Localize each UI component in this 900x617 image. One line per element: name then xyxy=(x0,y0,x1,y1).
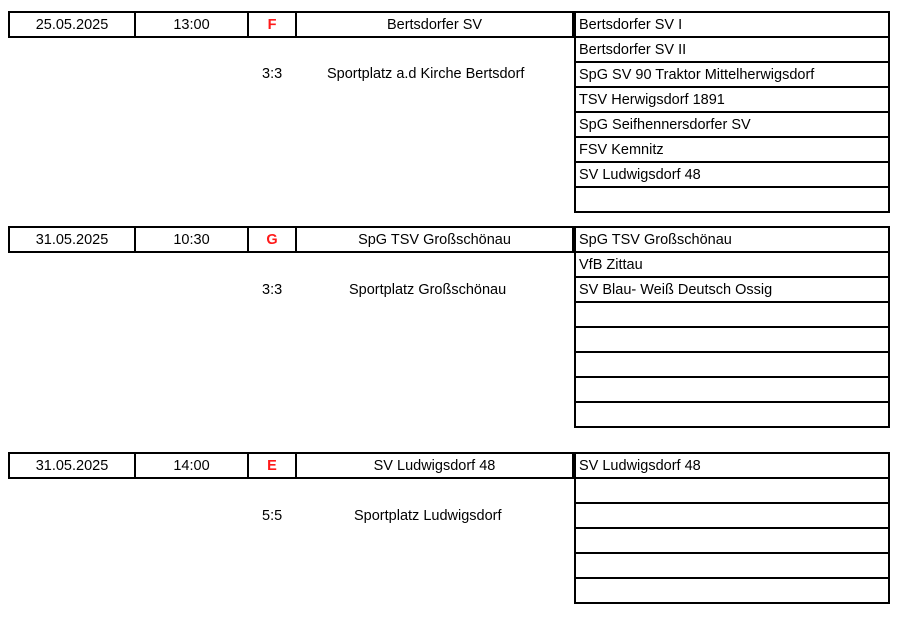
team-slot xyxy=(574,504,890,529)
team-slot: SV Ludwigsdorf 48 xyxy=(574,452,890,479)
team-slot: SV Ludwigsdorf 48 xyxy=(574,163,890,188)
team-slot: SpG Seifhennersdorfer SV xyxy=(574,113,890,138)
group-letter: F xyxy=(249,11,297,38)
team-slot: VfB Zittau xyxy=(574,253,890,278)
venue: Sportplatz Ludwigsdorf xyxy=(354,508,502,524)
team-slot xyxy=(574,188,890,213)
game-format: 5:5 xyxy=(262,508,283,524)
team-slot xyxy=(574,529,890,554)
team-slot xyxy=(574,554,890,579)
team-slot: FSV Kemnitz xyxy=(574,138,890,163)
host-team: SV Ludwigsdorf 48 xyxy=(297,452,574,479)
match-date: 31.05.2025 xyxy=(8,452,136,479)
group-letter: E xyxy=(249,452,297,479)
team-slot xyxy=(574,303,890,328)
match-date: 25.05.2025 xyxy=(8,11,136,38)
team-slot: Bertsdorfer SV II xyxy=(574,38,890,63)
group-letter: G xyxy=(249,226,297,253)
team-slot: SpG SV 90 Traktor Mittelherwigsdorf xyxy=(574,63,890,88)
team-slot xyxy=(574,579,890,604)
match-time: 13:00 xyxy=(136,11,249,38)
game-format: 3:3 xyxy=(262,66,283,82)
match-time: 10:30 xyxy=(136,226,249,253)
team-slot xyxy=(574,378,890,403)
game-format: 3:3 xyxy=(262,282,283,298)
team-slot xyxy=(574,403,890,428)
team-slot xyxy=(574,328,890,353)
host-team: SpG TSV Großschönau xyxy=(297,226,574,253)
match-time: 14:00 xyxy=(136,452,249,479)
team-slot: Bertsdorfer SV I xyxy=(574,11,890,38)
venue: Sportplatz Großschönau xyxy=(349,282,507,298)
venue: Sportplatz a.d Kirche Bertsdorf xyxy=(327,66,525,82)
host-team: Bertsdorfer SV xyxy=(297,11,574,38)
team-slot: SV Blau- Weiß Deutsch Ossig xyxy=(574,278,890,303)
team-slot: TSV Herwigsdorf 1891 xyxy=(574,88,890,113)
team-slot xyxy=(574,353,890,378)
team-slot: SpG TSV Großschönau xyxy=(574,226,890,253)
match-date: 31.05.2025 xyxy=(8,226,136,253)
team-slot xyxy=(574,479,890,504)
